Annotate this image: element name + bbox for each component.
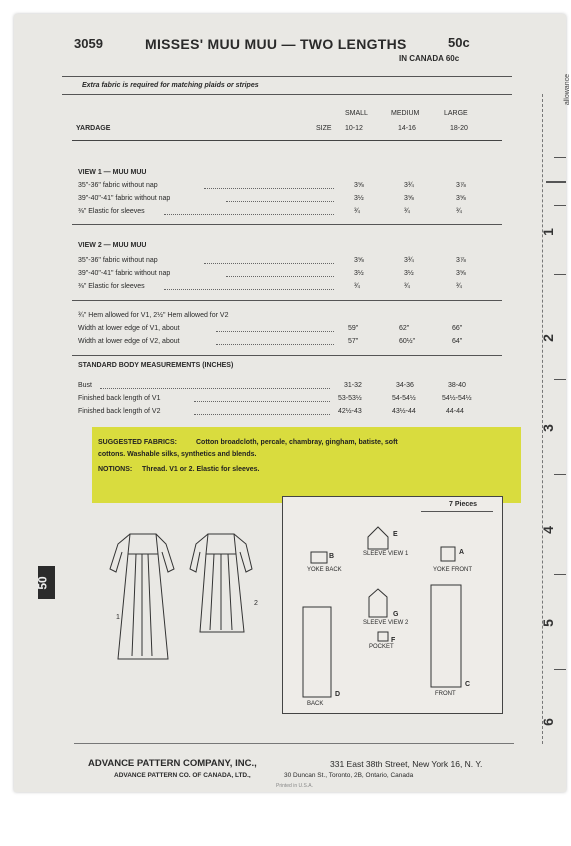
leader-dots: [100, 388, 330, 389]
ruler-mark-5: 5: [540, 619, 557, 627]
pieces-count: 7 Pieces: [449, 501, 478, 508]
width-v1-medium: 62": [399, 325, 410, 332]
company-name: ADVANCE PATTERN COMPANY, INC.,: [88, 758, 257, 769]
view1-row2-label: 39"-40"-41" fabric without nap: [78, 195, 171, 202]
piece-a-label: YOKE FRONT: [433, 567, 473, 573]
suggested-fabrics-heading: SUGGESTED FABRICS:: [98, 439, 177, 446]
leader-dots: [194, 401, 330, 402]
leader-dots: [204, 188, 334, 189]
canada-price: IN CANADA 60c: [399, 54, 460, 63]
view1-row3-small: ¾: [354, 208, 360, 215]
view2-row3-label: ⅜" Elastic for sleeves: [78, 283, 145, 290]
notions-text: Thread. V1 or 2. Elastic for sleeves.: [142, 466, 260, 473]
ruler-tick: [554, 574, 566, 575]
pattern-pieces-panel: [282, 496, 503, 714]
view1-row2-medium: 3⅝: [404, 195, 414, 202]
view2-row1-label: 35"-36" fabric without nap: [78, 257, 158, 264]
bust-medium: 34-36: [396, 382, 414, 389]
price: 50c: [448, 35, 470, 50]
view1-row1-small: 3⅝: [354, 182, 364, 189]
ruler-tick: [554, 205, 566, 206]
piece-e-label: SLEEVE VIEW 1: [363, 551, 409, 557]
leader-dots: [164, 214, 334, 215]
piece-f-label: POCKET: [369, 644, 394, 650]
leader-dots: [204, 263, 334, 264]
size-small-range: 10-12: [345, 125, 363, 132]
suggested-fabrics-line1: Cotton broadcloth, percale, chambray, gingham, batiste, soft: [196, 439, 398, 446]
pattern-title: MISSES' MUU MUU — TWO LENGTHS: [145, 36, 407, 52]
view2-row3-small: ¾: [354, 283, 360, 290]
divider: [72, 300, 502, 301]
canada-company: ADVANCE PATTERN CO. OF CANADA, LTD.,: [114, 772, 251, 779]
view1-row2-small: 3½: [354, 195, 364, 202]
ruler-mark-1: 1: [540, 228, 557, 236]
view1-row2-large: 3⅝: [456, 195, 466, 202]
width-v2-small: 57": [348, 338, 359, 345]
back-length-v1-label: Finished back length of V1: [78, 395, 161, 402]
leader-dots: [216, 331, 334, 332]
pattern-envelope: [14, 14, 571, 792]
view2-row3-medium: ¾: [404, 283, 410, 290]
matching-note: Extra fabric is required for matching plaids or stripes: [82, 82, 259, 89]
view2-row2-large: 3⅝: [456, 270, 466, 277]
piece-g-label: SLEEVE VIEW 2: [363, 620, 409, 626]
footer-divider: [74, 743, 514, 744]
leader-dots: [226, 201, 334, 202]
view1-title: VIEW 1 — MUU MUU: [78, 169, 147, 176]
back-length-v1-large: 54½-54½: [442, 395, 472, 402]
size-label: SIZE: [316, 125, 332, 132]
divider: [72, 224, 502, 225]
ruler-mark-4: 4: [540, 526, 557, 534]
divider: [62, 76, 512, 77]
view2-title: VIEW 2 — MUU MUU: [78, 242, 147, 249]
ruler-tick: [554, 474, 566, 475]
view2-row1-medium: 3¾: [404, 257, 414, 264]
piece-e-letter: E: [393, 531, 398, 538]
size-large-name: LARGE: [444, 110, 468, 117]
view2-number: 2: [254, 600, 258, 607]
divider: [72, 140, 502, 141]
body-measurements-title: STANDARD BODY MEASUREMENTS (INCHES): [78, 362, 234, 369]
notions-heading: NOTIONS:: [98, 466, 133, 473]
piece-d-label: BACK: [307, 701, 324, 707]
piece-d-letter: D: [335, 691, 341, 698]
allowance-label: allowance: [564, 74, 571, 106]
divider: [62, 94, 512, 95]
width-v2-medium: 60½": [399, 338, 416, 345]
piece-f-letter: F: [391, 637, 396, 644]
width-v2-large: 64": [452, 338, 463, 345]
hem-note: ¾" Hem allowed for V1, 2½" Hem allowed for V2: [78, 312, 229, 319]
view1-row3-label: ⅜" Elastic for sleeves: [78, 208, 145, 215]
piece-c-label: FRONT: [435, 691, 456, 697]
bust-small: 31-32: [344, 382, 362, 389]
view2-row3-large: ¾: [456, 283, 462, 290]
view2-row2-medium: 3½: [404, 270, 414, 277]
bust-large: 38-40: [448, 382, 466, 389]
printed-in-usa: Printed in U.S.A.: [276, 783, 313, 789]
suggested-fabrics-box: [92, 427, 521, 503]
ruler-tick: [554, 669, 566, 670]
size-medium-range: 14-16: [398, 125, 416, 132]
width-v1-label: Width at lower edge of V1, about: [78, 325, 180, 332]
suggested-fabrics-line2: cottons. Washable silks, synthetics and blends.: [98, 451, 257, 458]
leader-dots: [164, 289, 334, 290]
pattern-number: 3059: [74, 36, 103, 51]
yardage-label: YARDAGE: [76, 125, 111, 132]
size-large-range: 18-20: [450, 125, 468, 132]
width-v1-large: 66": [452, 325, 463, 332]
piece-g-letter: G: [393, 611, 399, 618]
back-length-v1-medium: 54-54½: [392, 395, 416, 402]
ruler-line: [542, 94, 544, 744]
view2-row2-small: 3½: [354, 270, 364, 277]
divider: [72, 355, 502, 356]
view1-row3-large: ¾: [456, 208, 462, 215]
ruler-mark-2: 2: [540, 334, 557, 342]
ruler-tick: [554, 379, 566, 380]
company-address: 331 East 38th Street, New York 16, N. Y.: [330, 759, 483, 769]
leader-dots: [194, 414, 330, 415]
piece-b-letter: B: [329, 553, 335, 560]
ruler-tick: [546, 181, 566, 183]
back-length-v2-small: 42½-43: [338, 408, 362, 415]
view2-row1-large: 3⅞: [456, 257, 466, 264]
muu-muu-illustration: [108, 524, 268, 674]
view1-row1-label: 35"-36" fabric without nap: [78, 182, 158, 189]
view1-row3-medium: ¾: [404, 208, 410, 215]
ruler-mark-6: 6: [540, 718, 557, 726]
piece-a-letter: A: [459, 549, 465, 556]
side-number: 50: [35, 576, 50, 590]
back-length-v2-medium: 43½-44: [392, 408, 416, 415]
view1-row1-medium: 3¾: [404, 182, 414, 189]
leader-dots: [226, 276, 334, 277]
width-v2-label: Width at lower edge of V2, about: [78, 338, 180, 345]
ruler-tick: [554, 157, 566, 158]
view2-row1-small: 3⅝: [354, 257, 364, 264]
view2-row2-label: 39"-40"-41" fabric without nap: [78, 270, 171, 277]
leader-dots: [216, 344, 334, 345]
view1-number: 1: [116, 614, 120, 621]
piece-b-label: YOKE BACK: [307, 567, 342, 573]
width-v1-small: 59": [348, 325, 359, 332]
ruler-mark-3: 3: [540, 424, 557, 432]
side-number-tab: [35, 566, 55, 599]
view1-row1-large: 3⅞: [456, 182, 466, 189]
canada-address: 30 Duncan St., Toronto, 2B, Ontario, Canada: [284, 772, 414, 779]
ruler: [536, 74, 571, 774]
size-medium-name: MEDIUM: [391, 110, 420, 117]
back-length-v1-small: 53-53½: [338, 395, 362, 402]
back-length-v2-label: Finished back length of V2: [78, 408, 161, 415]
ruler-tick: [554, 274, 566, 275]
size-small-name: SMALL: [345, 110, 368, 117]
bust-label: Bust: [78, 382, 93, 389]
piece-c-letter: C: [465, 681, 471, 688]
back-length-v2-large: 44-44: [446, 408, 464, 415]
